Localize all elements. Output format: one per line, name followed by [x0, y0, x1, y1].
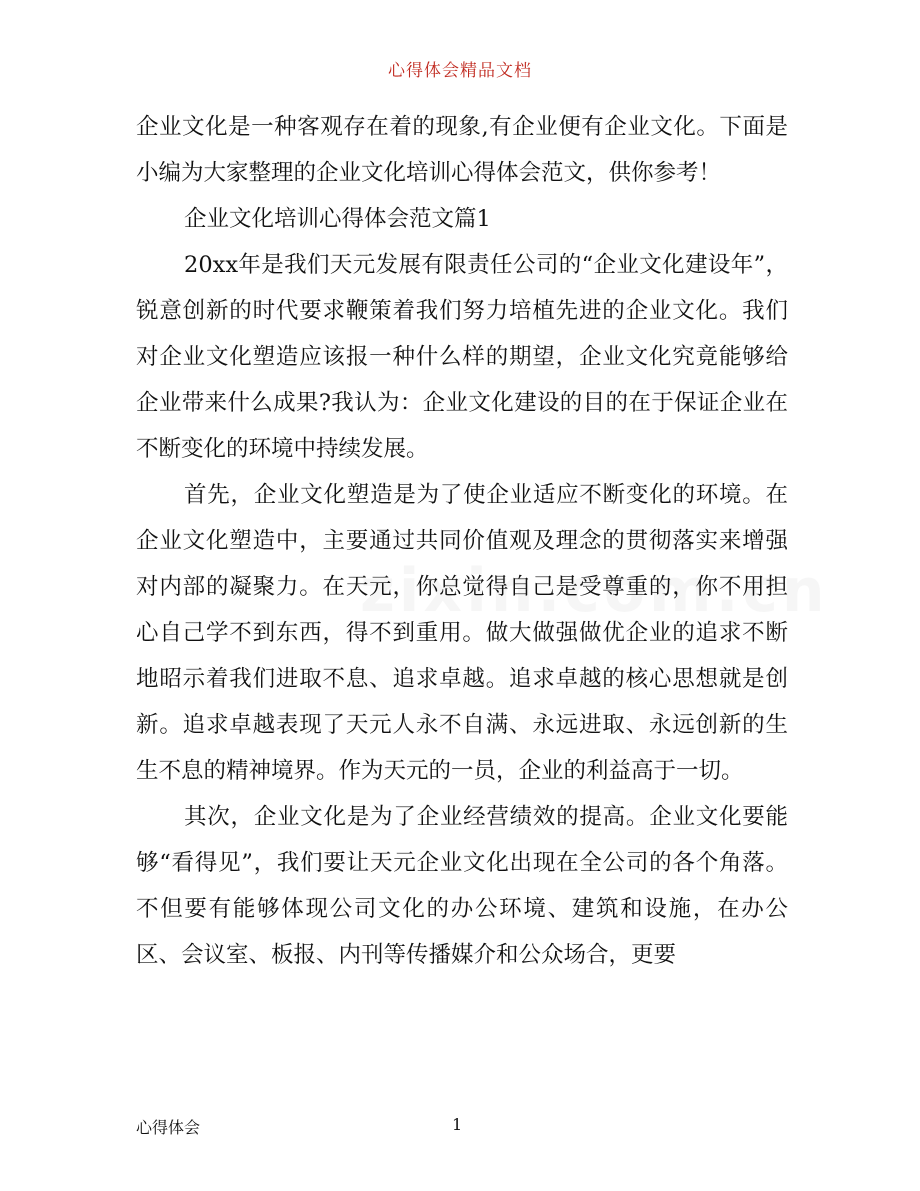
body-paragraph: 其次，企业文化是为了企业经营绩效的提高。企业文化要能够“看得见”，我们要让天元企业文化出现在全公司的各个角落。不但要有能够体现公司文化的办公环境、建筑和设施，在办公区、会议室、板报、内刊等传播媒介和公众场合，更要: [136, 804, 788, 968]
footer-label: 心得体会: [136, 1118, 201, 1137]
section-heading: 企业文化培训心得体会范文篇1: [184, 206, 491, 232]
document-header-title: 心得体会精品文档: [388, 61, 532, 81]
body-paragraph: 20xx年是我们天元发展有限责任公司的“企业文化建设年”，锐意创新的时代要求鞭策着我们努力培植先进的企业文化。我们对企业文化塑造应该报一种什么样的期望，企业文化究竟能够给企业带来什么成果?我认为：企业文化建设的目的在于保证企业在不断变化的环境中持续发展。: [136, 252, 788, 462]
page-number: 1: [452, 1115, 463, 1134]
document-body: [136, 104, 788, 978]
body-paragraph: 首先，企业文化塑造是为了使企业适应不断变化的环境。在企业文化塑造中，主要通过共同价值观及理念的贯彻落实来增强对内部的凝聚力。在天元，你总觉得自己是受尊重的，你不用担心自己学不到东西，得不到重用。做大做强做优企业的追求不断地昭示着我们进取不息、追求卓越。追求卓越的核心思想就是创新。追求卓越表现了天元人永不自满、永远进取、永远创新的生生不息的精神境界。作为天元的一员，企业的利益高于一切。: [136, 482, 788, 784]
intro-paragraph: 企业文化是一种客观存在着的现象,有企业便有企业文化。下面是小编为大家整理的企业文化培训心得体会范文，供你参考！: [136, 114, 788, 186]
